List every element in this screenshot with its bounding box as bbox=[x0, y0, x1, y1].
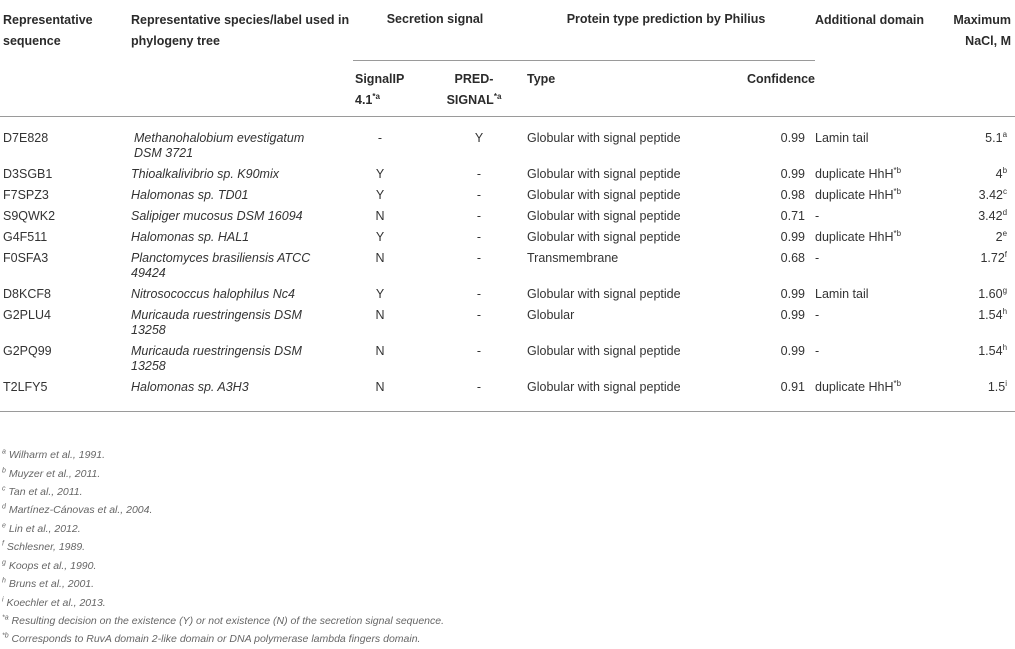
table-row bbox=[0, 224, 1015, 245]
cell-domain: duplicate HhH$^{*b}$ bbox=[815, 186, 902, 202]
header-confidence: Confidence bbox=[746, 71, 816, 86]
cell-seq: T2LFY5 bbox=[0, 374, 128, 412]
footnote: $^b$ Muyzer et al., 2011. bbox=[2, 467, 101, 480]
header-rep-seq: Representative sequence bbox=[3, 13, 93, 48]
cell-seq: F0SFA3 bbox=[3, 250, 49, 265]
cell-pred: - bbox=[476, 286, 482, 301]
cell-species: Thioalkalivibrio sp. K90mix bbox=[131, 166, 279, 181]
cell-domain: Lamin tail bbox=[815, 130, 869, 145]
cell-nacl: 1.60$^g$ bbox=[978, 285, 1008, 301]
cell-nacl: 3.42$^c$ bbox=[978, 186, 1008, 202]
cell-nacl: 1.54$^h$ bbox=[978, 306, 1008, 322]
cell-seq: D3SGB1 bbox=[3, 166, 53, 181]
header-type: Type bbox=[527, 71, 556, 86]
cell-domain: - bbox=[815, 307, 820, 322]
cell-nacl: 3.42$^d$ bbox=[978, 207, 1008, 223]
cell-seq: S9QWK2 bbox=[3, 208, 56, 223]
cell-pred: - bbox=[476, 187, 482, 202]
cell-type: Globular with signal peptide bbox=[527, 343, 681, 358]
cell-domain: - bbox=[815, 343, 820, 358]
table-row bbox=[0, 116, 1015, 161]
cell-seq: G4F511 bbox=[3, 229, 48, 244]
header-species: Representative species/label used in phylogeny tree bbox=[131, 13, 350, 48]
cell-nacl: 2e bbox=[995, 228, 1008, 244]
cell-domain: Lamin tail bbox=[815, 286, 869, 301]
footnote: $^d$ Martínez-Cánovas et al., 2004. bbox=[2, 503, 153, 516]
cell-signalp: N bbox=[375, 250, 385, 265]
cell-type: Globular with signal peptide bbox=[527, 187, 681, 202]
cell-confidence: 0.99 bbox=[780, 130, 806, 145]
cell-type: Globular with signal peptide bbox=[527, 130, 681, 145]
cell-confidence: 0.99 bbox=[780, 307, 806, 322]
cell-domain: duplicate HhH$^{*b}$ bbox=[815, 228, 902, 244]
cell-confidence: 0.99 bbox=[780, 343, 806, 358]
footnote: $^a$ Wilharm et al., 1991. bbox=[2, 448, 106, 461]
table-row bbox=[0, 302, 1015, 338]
cell-species: Nitrosococcus halophilus Nc4 bbox=[131, 286, 295, 301]
cell-pred: - bbox=[476, 307, 482, 322]
cell-species: Planctomyces brasiliensis ATCC 49424 bbox=[131, 250, 311, 280]
cell-pred: - bbox=[476, 343, 482, 358]
header-additional: Additional domain bbox=[815, 13, 925, 27]
footnote: $^c$ Tan et al., 2011. bbox=[2, 485, 83, 498]
cell-signalp: Y bbox=[375, 286, 385, 301]
cell-confidence: 0.91 bbox=[707, 374, 815, 412]
cell-signalp: N bbox=[375, 208, 385, 223]
table-row bbox=[0, 182, 1015, 203]
table-row bbox=[0, 338, 1015, 374]
cell-pred: Y bbox=[474, 130, 484, 145]
cell-confidence: 0.71 bbox=[780, 208, 806, 223]
footnote: $^{*a}$ Resulting decision on the existence (Y) or not existence (N) of the secretion signal sequence. bbox=[2, 614, 445, 627]
cell-species: Halomonas sp. TD01 bbox=[131, 187, 249, 202]
cell-nacl: 1.72$^f$ bbox=[980, 249, 1008, 265]
footnote: $^i$ Koechler et al., 2013. bbox=[2, 596, 106, 609]
cell-species: Muricauda ruestringensis DSM 13258 bbox=[131, 307, 302, 337]
cell-nacl: 4$^b$ bbox=[995, 165, 1008, 181]
cell-signalp: - bbox=[377, 130, 383, 145]
cell-seq: G2PLU4 bbox=[3, 307, 51, 322]
cell-pred: - bbox=[476, 166, 482, 181]
cell-signalp: N bbox=[353, 374, 431, 412]
cell-signalp: Y bbox=[375, 187, 385, 202]
cell-signalp: N bbox=[375, 343, 385, 358]
cell-species: Halomonas sp. A3H3 bbox=[128, 374, 353, 412]
header-secretion: Secretion signal bbox=[353, 0, 517, 60]
footnote: $^{*b}$ Corresponds to RuvA domain 2-like domain or DNA polymerase lambda fingers domain. bbox=[2, 632, 421, 645]
cell-nacl: 5.1$^a$ bbox=[985, 129, 1008, 145]
table-row bbox=[0, 203, 1015, 224]
cell-pred: - bbox=[476, 250, 482, 265]
header-max-nacl: Maximum NaCl, M bbox=[953, 13, 1012, 48]
cell-nacl: 1.5$^i$ bbox=[938, 374, 1015, 412]
table-row bbox=[0, 281, 1015, 302]
cell-type: Globular with signal peptide bbox=[527, 229, 681, 244]
cell-confidence: 0.99 bbox=[780, 166, 806, 181]
cell-seq: D8KCF8 bbox=[3, 286, 51, 301]
footnote: $^h$ Bruns et al., 2001. bbox=[2, 577, 95, 590]
header-pred: PRED-SIGNAL$^{*a}$ bbox=[446, 71, 502, 107]
cell-type: Globular with signal peptide bbox=[517, 374, 707, 412]
cell-seq: F7SPZ3 bbox=[3, 187, 49, 202]
cell-confidence: 0.98 bbox=[780, 187, 806, 202]
cell-species: Halomonas sp. HAL1 bbox=[131, 229, 250, 244]
cell-signalp: N bbox=[375, 307, 385, 322]
cell-pred: - bbox=[431, 374, 517, 412]
cell-type: Globular with signal peptide bbox=[527, 208, 681, 223]
footnote: $^f$ Schlesner, 1989. bbox=[2, 540, 86, 553]
cell-pred: - bbox=[476, 208, 482, 223]
cell-nacl: 1.54$^h$ bbox=[978, 342, 1008, 358]
header-signalp: SignalIP 4.1$^{*a}$ bbox=[355, 71, 405, 107]
cell-signalp: Y bbox=[375, 229, 385, 244]
cell-confidence: 0.99 bbox=[780, 229, 806, 244]
cell-species: Salipiger mucosus DSM 16094 bbox=[131, 208, 303, 223]
table-row bbox=[0, 161, 1015, 182]
table-row bbox=[0, 374, 1015, 412]
cell-domain: - bbox=[815, 250, 820, 265]
table-row bbox=[0, 245, 1015, 281]
cell-type: Globular with signal peptide bbox=[527, 166, 681, 181]
cell-species: Muricauda ruestringensis DSM 13258 bbox=[131, 343, 302, 373]
header-philius: Protein type prediction by Philius bbox=[517, 0, 815, 60]
cell-seq: D7E828 bbox=[3, 130, 49, 145]
cell-type: Globular with signal peptide bbox=[527, 286, 681, 301]
cell-domain: duplicate HhH$^{*b}$ bbox=[815, 165, 902, 181]
cell-confidence: 0.99 bbox=[780, 286, 806, 301]
cell-type: Transmembrane bbox=[527, 250, 619, 265]
cell-pred: - bbox=[476, 229, 482, 244]
header-row-1 bbox=[0, 0, 1015, 60]
cell-type: Globular bbox=[527, 307, 575, 322]
cell-domain: duplicate HhH$^{*b}$ bbox=[815, 374, 938, 412]
cell-domain: - bbox=[815, 208, 820, 223]
footnote: $^g$ Koops et al., 1990. bbox=[2, 559, 97, 572]
cell-confidence: 0.68 bbox=[780, 250, 806, 265]
cell-signalp: Y bbox=[375, 166, 385, 181]
footnote: $^e$ Lin et al., 2012. bbox=[2, 522, 81, 535]
table-body bbox=[0, 116, 1015, 412]
cell-seq: G2PQ99 bbox=[3, 343, 52, 358]
cell-species: Methanohalobium evestigatum DSM 3721 bbox=[134, 130, 305, 160]
